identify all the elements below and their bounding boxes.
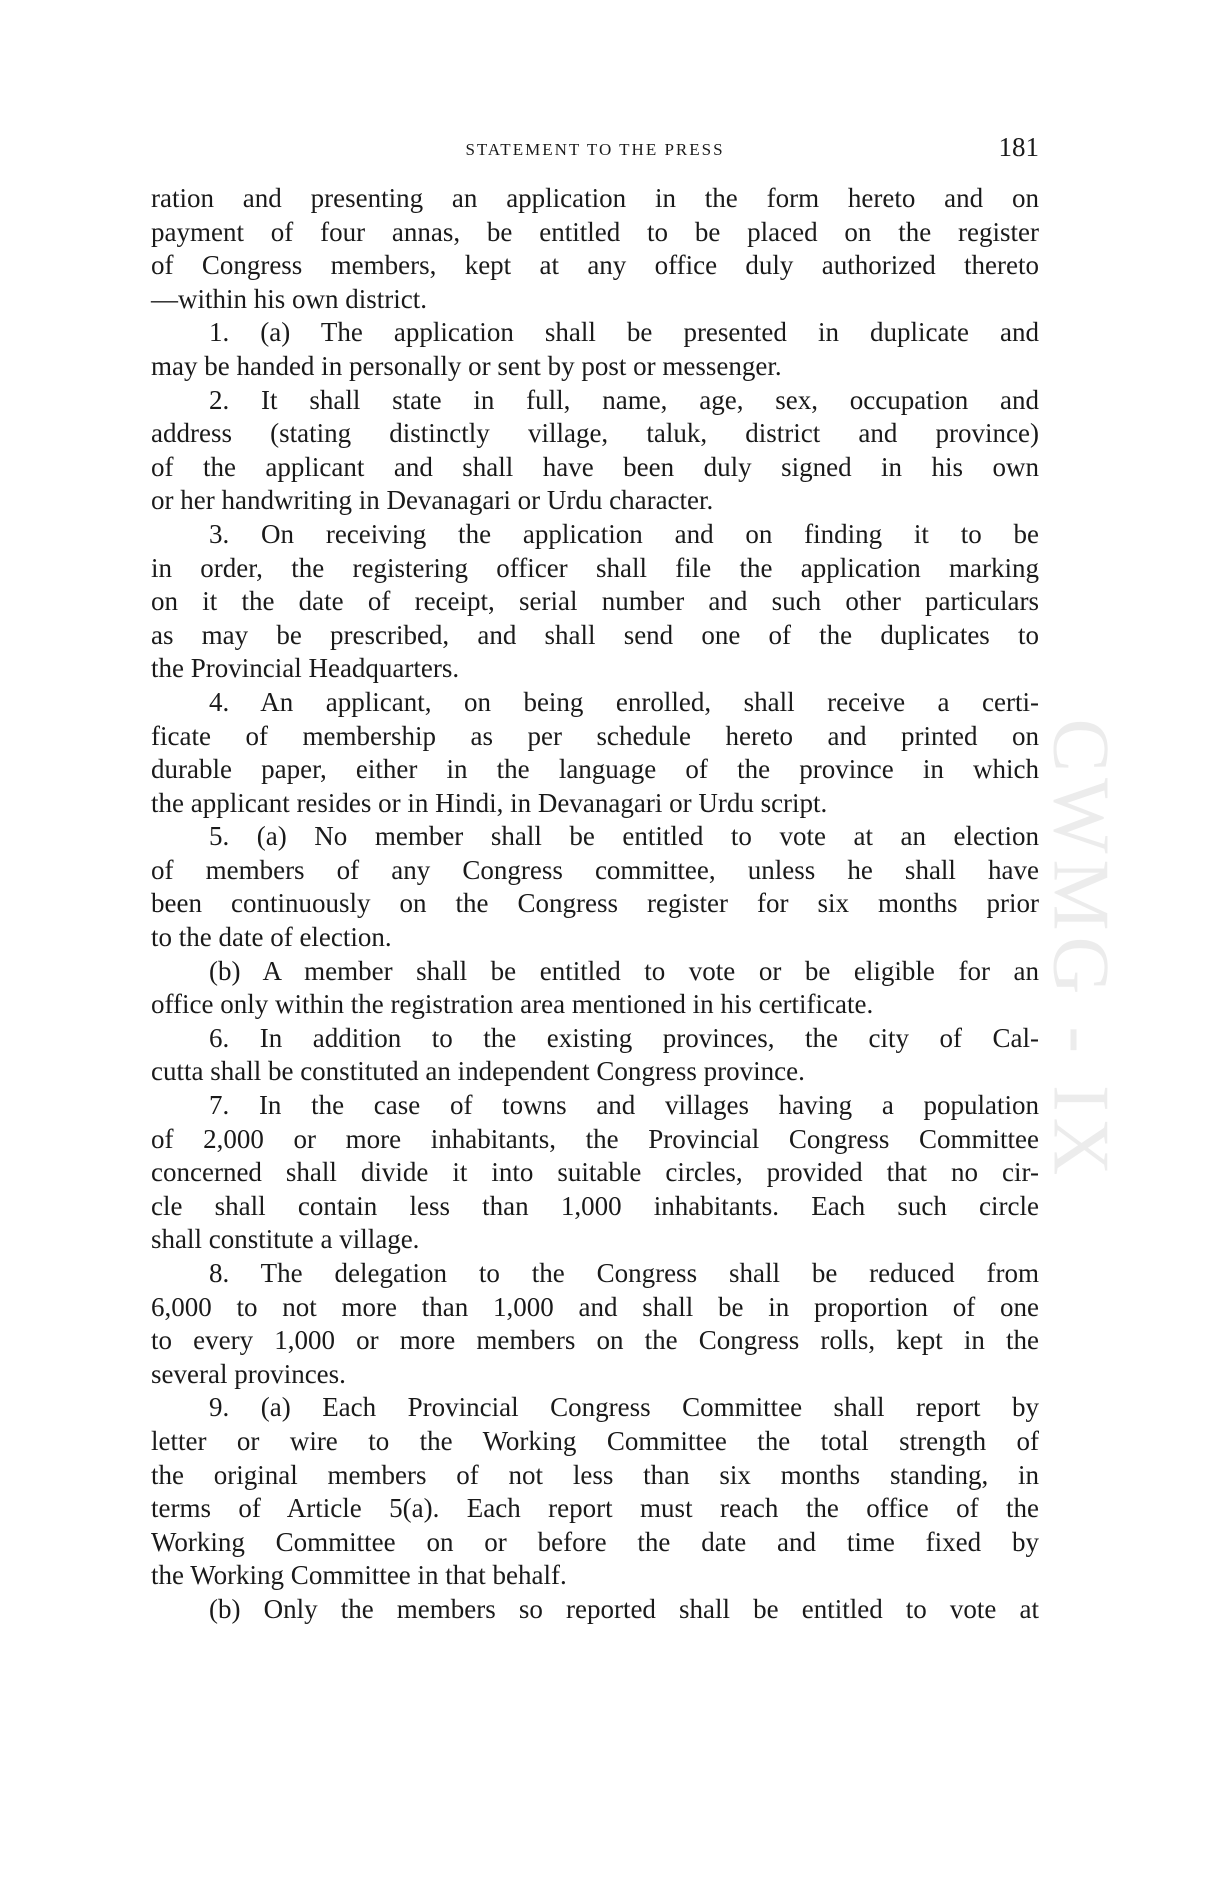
text-line: the original members of not less than six months standing, in	[151, 1459, 1039, 1490]
text-line: may be handed in personally or sent by post or messenger.	[151, 350, 782, 381]
text-line: been continuously on the Congress register for six months prior	[151, 888, 1039, 919]
text-line: letter or wire to the Working Committee the total strength of	[151, 1425, 1039, 1456]
text-line: (b) A member shall be entitled to vote or be eligible for an	[209, 955, 1039, 986]
text-line: on it the date of receipt, serial number and such other particulars	[151, 586, 1039, 617]
text-line: the applicant resides or in Hindi, in Devanagari or Urdu script.	[151, 787, 828, 818]
text-line: address (stating distinctly village, taluk, district and province)	[151, 418, 1039, 449]
text-line: ficate of membership as per schedule hereto and printed on	[151, 720, 1039, 751]
text-line: 9. (a) Each Provincial Congress Committee shall report by	[209, 1392, 1039, 1423]
text-line: 8. The delegation to the Congress shall be reduced from	[209, 1258, 1039, 1288]
page-body	[151, 182, 1039, 1627]
text-line: of 2,000 or more inhabitants, the Provincial Congress Committee	[151, 1123, 1039, 1154]
text-line: 6,000 to not more than 1,000 and shall be in proportion of one	[151, 1291, 1039, 1322]
text-line: ration and presenting an application in the form hereto and on	[151, 183, 1039, 213]
text-line: of Congress members, kept at any office duly authorized thereto	[151, 250, 1039, 281]
text-line: 4. An applicant, on being enrolled, shall receive a certi-	[209, 686, 1039, 717]
text-line: or her handwriting in Devanagari or Urdu character.	[151, 485, 714, 516]
text-line: shall constitute a village.	[151, 1224, 420, 1255]
text-line: (b) Only the members so reported shall be entitled to vote at	[209, 1593, 1039, 1624]
text-line: as may be prescribed, and shall send one of the duplicates to	[151, 619, 1039, 650]
text-line: to the date of election.	[151, 922, 392, 953]
text-line: Working Committee on or before the date and time fixed by	[151, 1526, 1039, 1557]
text-line: office only within the registration area mentioned in his certificate.	[151, 989, 874, 1020]
text-line: the Provincial Headquarters.	[151, 653, 460, 684]
text-line: terms of Article 5(a). Each report must reach the office of the	[151, 1493, 1039, 1524]
text-line: of members of any Congress committee, unless he shall have	[151, 854, 1039, 885]
text-line: durable paper, either in the language of the province in which	[151, 754, 1039, 785]
text-line: cle shall contain less than 1,000 inhabitants. Each such circle	[151, 1190, 1039, 1221]
text-line: to every 1,000 or more members on the Congress rolls, kept in the	[151, 1325, 1039, 1356]
page-number: 181	[998, 132, 1039, 162]
text-line: 2. It shall state in full, name, age, sex, occupation and	[209, 384, 1039, 415]
watermark: CWMG - IX	[1036, 718, 1125, 1182]
text-line: payment of four annas, be entitled to be placed on the register	[151, 216, 1039, 247]
page-header	[151, 132, 1039, 166]
text-line: 6. In addition to the existing provinces, the city of Cal-	[209, 1022, 1039, 1053]
text-line: cutta shall be constituted an independent Congress province.	[151, 1056, 805, 1087]
text-line: 5. (a) No member shall be entitled to vote at an election	[209, 821, 1039, 852]
text-line: in order, the registering officer shall file the application marking	[151, 552, 1039, 583]
text-line: 1. (a) The application shall be presented in duplicate and	[209, 317, 1039, 348]
text-line: of the applicant and shall have been duly signed in his own	[151, 451, 1039, 482]
running-title: STATEMENT TO THE PRESS	[465, 140, 725, 159]
text-line: 7. In the case of towns and villages having a population	[209, 1090, 1039, 1121]
text-line: —within his own district.	[151, 283, 427, 314]
text-line: the Working Committee in that behalf.	[151, 1560, 567, 1591]
text-line: several provinces.	[151, 1358, 346, 1389]
text-line: 3. On receiving the application and on finding it to be	[209, 518, 1039, 549]
text-line: concerned shall divide it into suitable circles, provided that no cir-	[151, 1157, 1039, 1188]
